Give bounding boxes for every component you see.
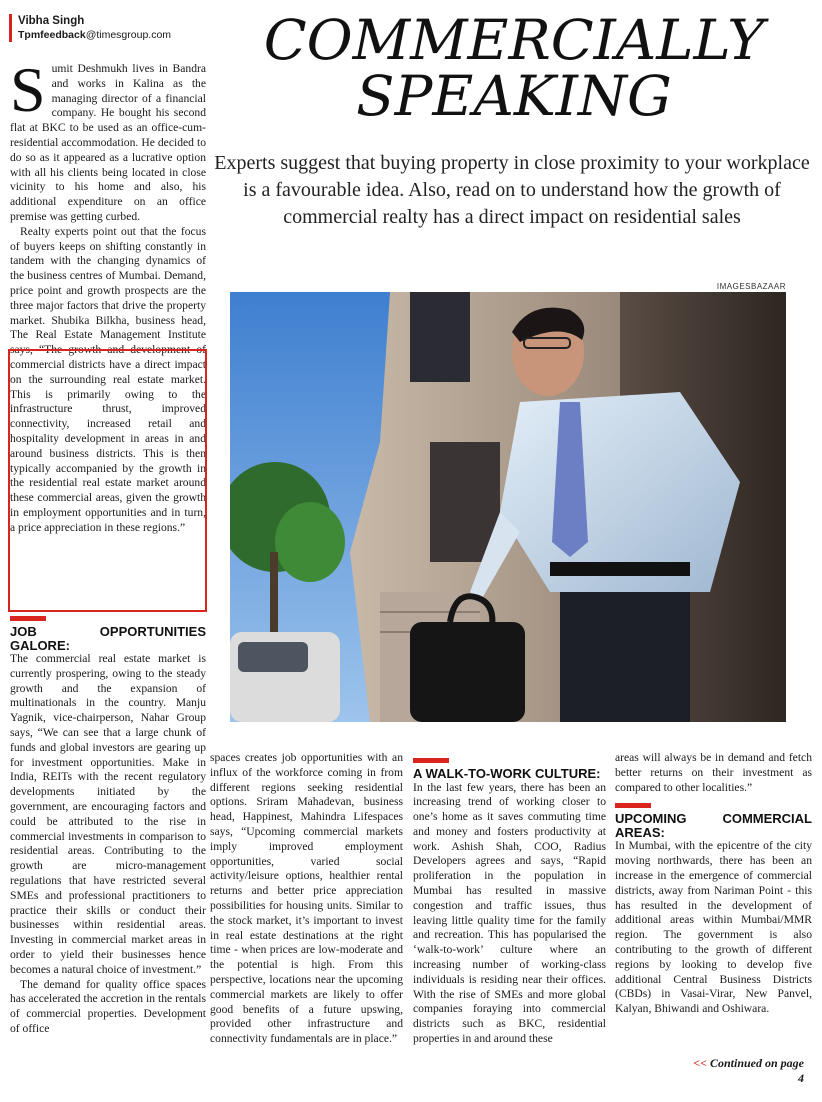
section-marker [615, 803, 651, 808]
headline-line-1: COMMERCIALLY [263, 8, 765, 72]
column-4 [615, 751, 812, 1017]
car-window [238, 642, 308, 672]
author-email-domain: @timesgroup.com [85, 29, 172, 41]
author-email-user: Tpmfeedback [18, 29, 86, 41]
job-opportunities-section [10, 616, 206, 1037]
walk-paragraph-2: areas will always be in demand and fetch better returns on their investment as compared to other localities.” [615, 751, 812, 794]
section-marker [413, 758, 449, 763]
photo-credit: IMAGESBAZAAR [716, 282, 786, 291]
belt [550, 562, 690, 576]
continued-link[interactable] [690, 1056, 804, 1086]
quote-highlight-box [8, 349, 207, 612]
headline [206, 8, 822, 128]
section-heading-walk: A WALK-TO-WORK CULTURE: [413, 766, 601, 781]
continued-text: Continued on page 4 [709, 1056, 804, 1085]
column-2 [210, 751, 403, 1047]
dropcap: S [10, 54, 46, 125]
section-heading-upcoming: UPCOMING COMMERCIAL AREAS: [615, 811, 812, 840]
window [410, 292, 470, 382]
continued-arrows-icon: << [693, 1056, 707, 1070]
job-paragraph-3: spaces creates job opportunities with an influx of the workforce coming in from different regions seeking residential options. Sriram Mahadevan, business head, Happinest, Mahindra Lifespaces says, “Upcoming commercial markets imply improved employment opportunities, varied social activity/leisure options, healthier rental returns and better price appreciation possibilities for housing units. Similar to the stock market, it’s important to invest in real estate destinations at the right time - when prices are low-moderate and the potential is high. From this perspective, locations near the upcoming commercial markets are likely to offer good benefits of a future upswing, provided other infrastructure and connectivity fundamentals are in place.” [210, 751, 403, 1046]
headline-line-2: SPEAKING [356, 64, 672, 128]
section-heading-job: JOB OPPORTUNITIES GALORE: [10, 624, 206, 653]
tree [275, 502, 345, 582]
intro-paragraph-1 [10, 54, 206, 225]
job-paragraph-1: The commercial real estate market is currently prospering, owing to the steady growth and the expansion of multinationals in the country. Manju Yagnik, vice-chairperson, Nahar Group says, “We can see that a large chunk of funds and global investors are gearing up for investment opportunities. Make in India, REITs with the recent regulatory developments initiated by the government, are encouraging factors and could be attributed to the rise in commercial investments in comparison to residential areas. Contributing to the growth are micro-management regulations that have restricted several SMEs and professional practitioners to practice their skills or conduct their businesses within residential areas. Investing in commercial market areas in order to yield their businesses hence becomes a natural choice of investment.” [10, 652, 206, 976]
deck: Experts suggest that buying property in close proximity to your workplace is a favourable idea. Also, read on to understand how the growth of commercial realty has a direct impact on residential sales [214, 152, 810, 228]
job-paragraph-2: The demand for quality office spaces has accelerated the accretion in the rentals of commercial properties. Development of office [10, 977, 206, 1035]
bag [410, 622, 525, 722]
author-email[interactable] [18, 28, 199, 42]
walk-paragraph-1: In the last few years, there has been an increasing trend of working closer to one’s home as it saves commuting time and money and fosters productivity at work. Ashish Shah, COO, Radius Developers agrees and says, “Rapid proliferation in the population in Mumbai has resulted in massive congestion and traffic issues, thus leaving little quality time for the family and recreation. This has popularised the ‘walk-to-work’ culture where an increasing number of working-class individuals is residing near their offices. With the rise of SMEs and more global companies foraying into commercial districts such as BKC, residential properties in and around these [413, 780, 606, 1046]
intro-paragraph-2: Realty experts point out that the focus of buyers keeps on shifting constantly in tandem with the changing dynamics of the business centres of Mumbai. Demand, price point and growth prospects are the three major factors that drive the property market. Shubika Bilkha, business head, The Real Estate Management Institute says, “The growth and development of commercial districts have a direct impact on the surrounding real estate market. This is primarily owing to the infrastructure thrust, improved connectivity, increased retail and hospitality development in areas in and around business districts. This is then typically accompanied by the growth in the residential real estate market around these commercial areas, given the growth in employment opportunities and in turn, a price appreciation in these regions.” [10, 224, 206, 534]
intro-paragraph-1-text: umit Deshmukh lives in Bandra and works in Kalina as the managing director of a financial company. He bought his second flat at BKC to be used as an office-cum-residential accommodation. He decided to do so as it appeared as a lucrative option with all his clients being located in close vicinity to his home and also, his additional expenditure on an office premise was getting curbed. [10, 62, 206, 223]
photo-illustration [230, 292, 786, 722]
byline [9, 14, 199, 42]
walk-to-work-section [413, 758, 606, 1047]
upcoming-paragraph-1: In Mumbai, with the epicentre of the city moving northwards, there has been an increase in the emergence of commercial districts, away from Nariman Point - this has resulted in the development of additional areas within Mumbai/MMR region. The government is also contributing to the growth of different regions by looking to develop five additional Central Business Districts (CBDs) in Vasai-Virar, New Panvel, Kalyan, Bhiwandi and Oshiwara. [615, 839, 812, 1016]
tree-trunk [270, 552, 278, 632]
author-name: Vibha Singh [18, 15, 85, 27]
article-photo [230, 292, 786, 722]
section-marker [10, 616, 46, 621]
